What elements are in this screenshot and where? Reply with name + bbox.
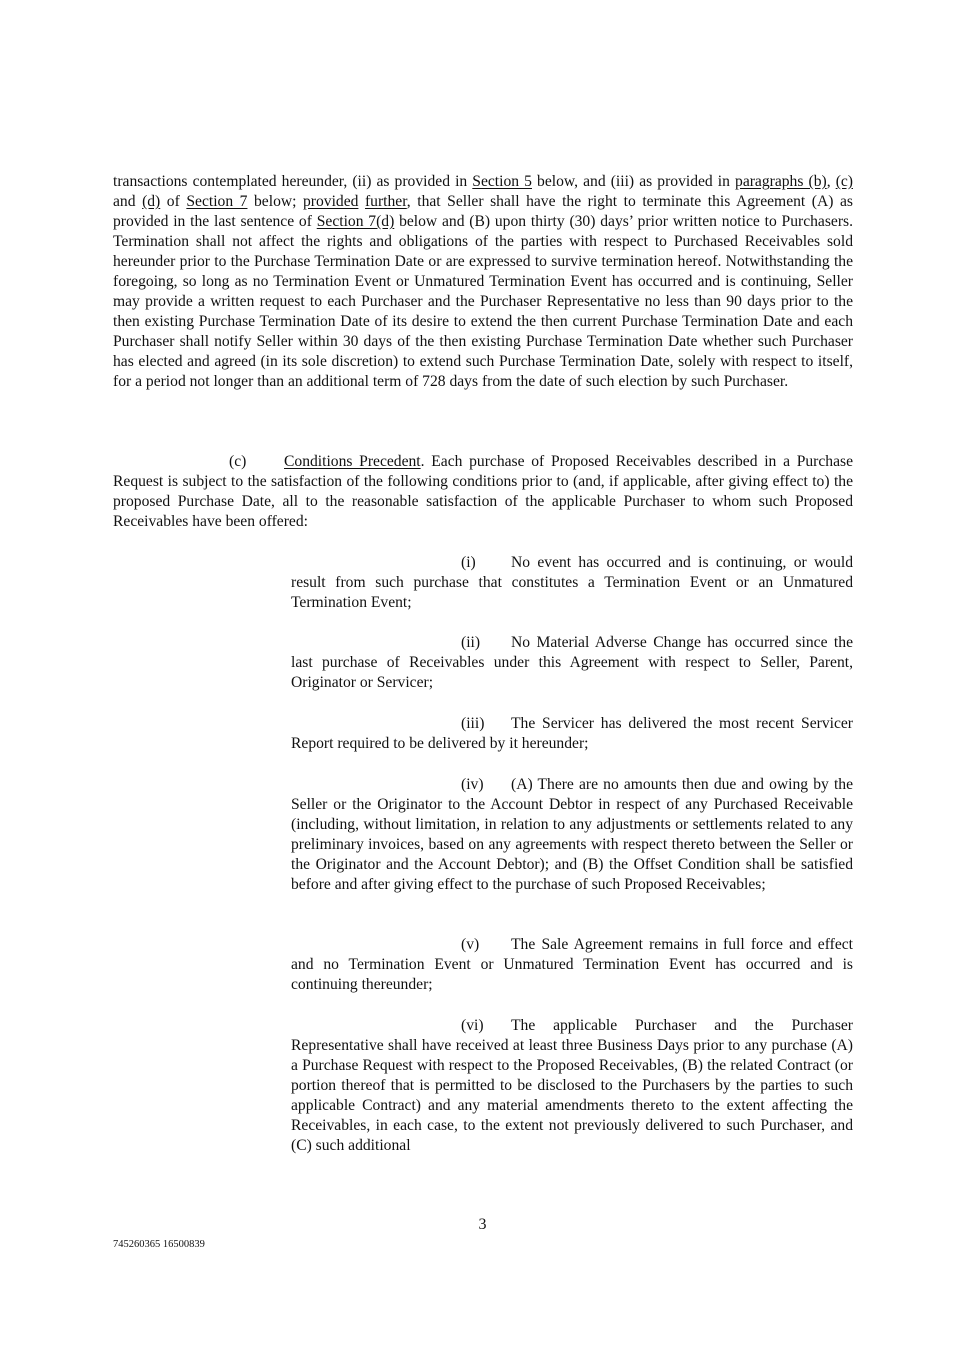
- text-run: below;: [247, 193, 303, 210]
- item-text: The Sale Agreement remains in full force and effect and no Termination Event or Unmatured Termination Event has occurred and is continuing thereunder;: [291, 936, 853, 993]
- condition-item-i: [291, 553, 853, 613]
- text-run: transactions contemplated hereunder, (ii) as provided in: [113, 173, 473, 190]
- section-7-reference: Section 7: [186, 193, 248, 210]
- item-number: (i): [461, 554, 476, 571]
- condition-item-iv: [291, 775, 853, 895]
- text-run: and: [113, 193, 143, 210]
- item-text: No event has occurred and is continuing, or would result from such purchase that constitutes a Termination Event or an Unmatured Termination Event;: [291, 554, 853, 611]
- item-number: (vi): [461, 1017, 484, 1034]
- text-run: ,: [826, 173, 836, 190]
- item-number: (ii): [461, 634, 481, 651]
- item-text: No Material Adverse Change has occurred since the last purchase of Receivables under this Agreement with respect to Seller, Parent, Originator or Servicer;: [291, 634, 853, 691]
- d-reference: (d): [142, 193, 161, 210]
- paragraph-c: [113, 452, 853, 532]
- provided-term: provided: [303, 193, 359, 210]
- condition-item-ii: [291, 633, 853, 693]
- item-text: The Servicer has delivered the most recent Servicer Report required to be delivered by it hereunder;: [291, 715, 853, 752]
- c-reference: (c): [835, 173, 853, 190]
- paragraph-b-continuation: [113, 172, 853, 392]
- condition-item-vi: [291, 1016, 853, 1156]
- item-number: (iv): [461, 776, 484, 793]
- page-number: 3: [478, 1216, 487, 1233]
- paragraph-c-body: . Each purchase of Proposed Receivables described in a Purchase Request is subject to the satisfaction of the following conditions prior to (and, if applicable, after giving effect to) the proposed Purchase Date, all to the reasonable satisfaction of the applicable Purchaser to whom such Proposed Receivables have been offered:: [113, 453, 853, 530]
- item-number: (v): [461, 936, 480, 953]
- document-id: 745260365 16500839: [113, 1239, 205, 1250]
- further-term: further: [364, 193, 407, 210]
- item-number: (iii): [461, 715, 485, 732]
- text-run: below, and (iii) as provided in: [531, 173, 736, 190]
- condition-item-v: [291, 935, 853, 995]
- paragraph-c-label: (c): [229, 453, 247, 470]
- text-run: below and (B) upon thirty (30) days’ prior written notice to Purchasers. Termination shall not affect the rights and obligations of the parties with respect to Purchased Receivables sold hereunder prior to the Purchase Termination Date or are expressed to survive termination hereof. Notwithstanding the foregoing, so long as no Termination Event or Unmatured Termination Event has occurred and is continuing, Seller may provide a written request to each Purchaser and the Purchaser Representative no less than 90 days prior to the then existing Purchase Termination Date of its desire to extend the then current Purchase Termination Date and each Purchaser shall notify Seller within 30 days of the then existing Purchase Termination Date whether such Purchaser has elected and agreed (in its sole discretion) to extend such Purchase Termination Date, solely with respect to itself, for a period not longer than an additional term of 728 days from the date of such election by such Purchaser.: [113, 213, 853, 390]
- section-7d-reference: Section 7(d): [316, 213, 395, 230]
- text-run: , that Seller shall have the right to terminate this Agreement (A) as provided in the last sentence of: [113, 193, 853, 230]
- conditions-precedent-heading: Conditions Precedent: [284, 453, 421, 470]
- item-text: (A) There are no amounts then due and owing by the Seller or the Originator to the Account Debtor in respect of any Purchased Receivable (including, without limitation, in relation to any adjustments or settlements related to any preliminary invoices, based on any agreements with respect thereto between the Seller or the Originator and the Account Debtor); and (B) the Offset Condition shall be satisfied before and after giving effect to the purchase of such Proposed Receivables;: [291, 776, 853, 893]
- paragraphs-b-reference: paragraphs (b): [735, 173, 827, 190]
- item-text: The applicable Purchaser and the Purchaser Representative shall have received at least three Business Days prior to any purchase (A) a Purchase Request with respect to the Proposed Receivables, (B) the related Contract (or portion thereof that is permitted to be disclosed to the Purchasers by the parties to such applicable Contract) and any material amendments thereto to the extent affecting the Receivables, in each case, to the extent not previously delivered to such Purchaser, and (C) such additional: [291, 1017, 853, 1154]
- condition-item-iii: [291, 714, 853, 754]
- text-run: of: [160, 193, 187, 210]
- section-5-reference: Section 5: [472, 173, 532, 190]
